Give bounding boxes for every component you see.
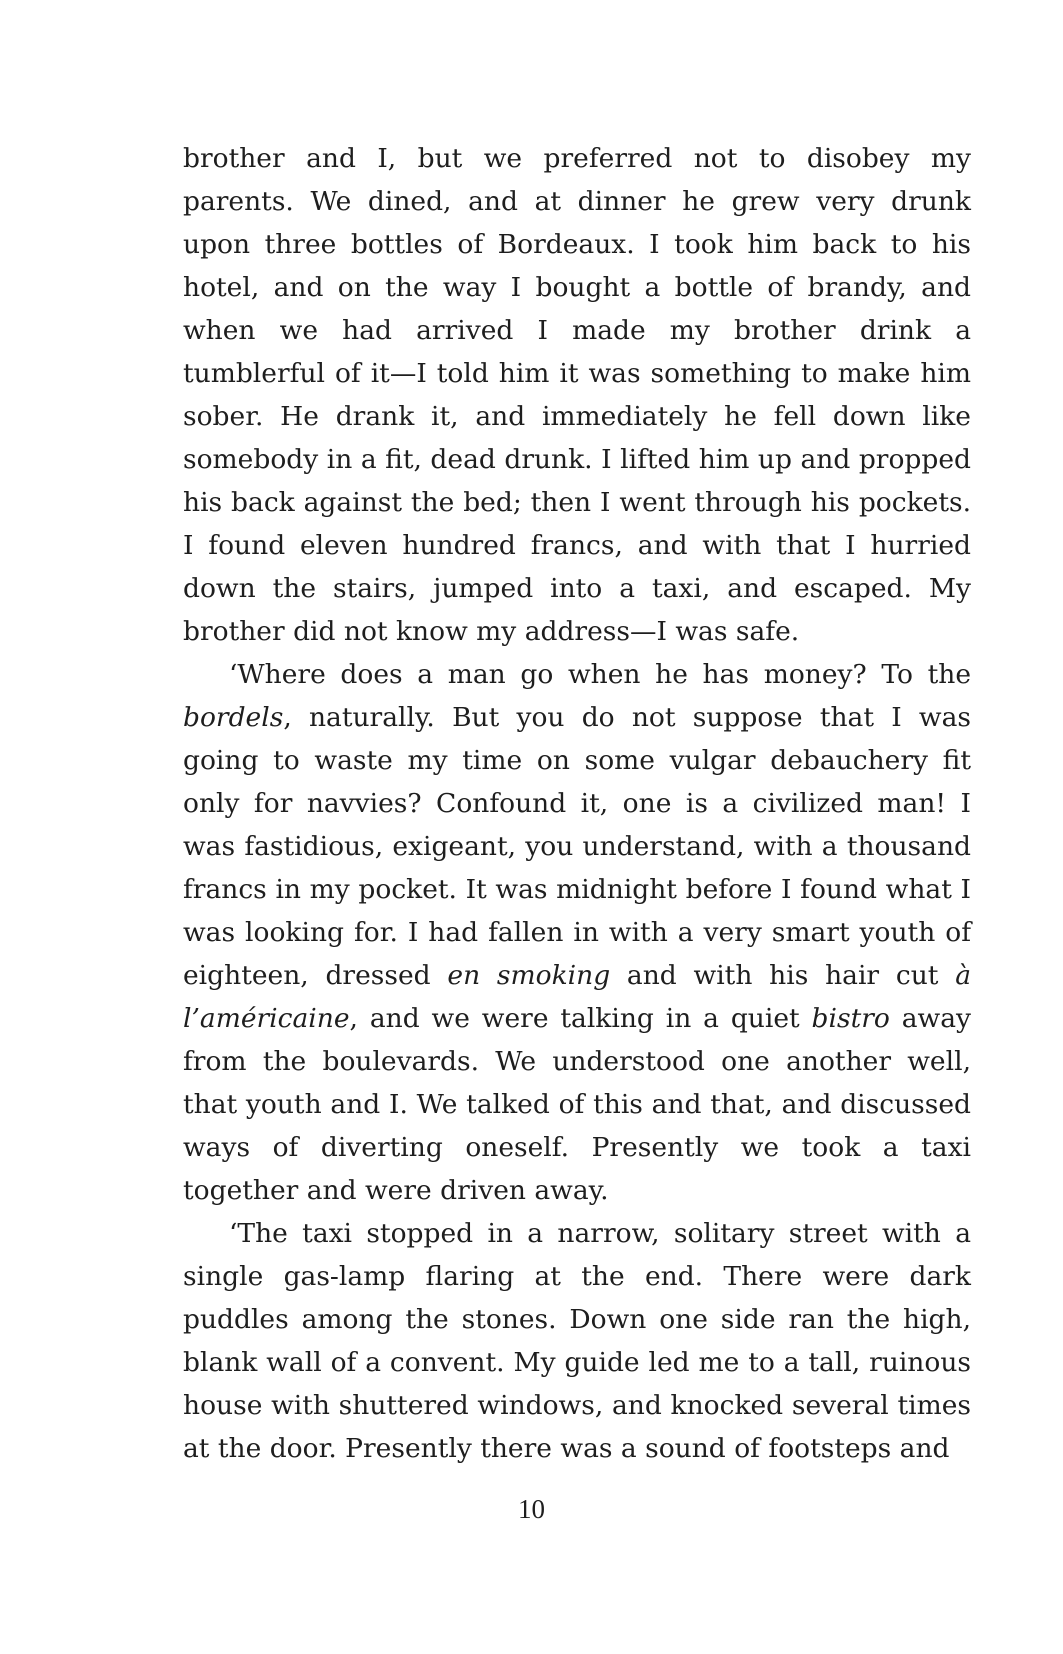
paragraph-1 [183,137,971,653]
italic-phrase: bistro [811,1003,890,1034]
paragraph-2-text: away from the boulevards. We understood one another well, that youth and I. We talked of this and that, and discussed ways of diverting oneself. Presently we took a taxi together and were driven away. [183,1003,971,1206]
paragraph-2-text: ‘Where does a man go when he has money? To the [229,659,971,690]
paragraph-3-text: ‘The taxi stopped in a narrow, solitary street with a single gas-lamp flaring at the end. There were dark puddles among the stones. Down one side ran the high, blank wall of a convent. My guide led me to a tall, ruinous house with shuttered windows, and knocked several times at the door. Presently there was a sound of footsteps and [183,1218,971,1464]
paragraph-2-text: and with his hair cut [610,960,956,991]
italic-phrase: à l’américaine [183,960,971,1034]
body-text [183,137,971,1470]
italic-phrase: en smoking [447,960,611,991]
paragraph-2 [183,653,971,1212]
italic-phrase: bordels [183,702,284,733]
paragraph-2-text: , and we were talking in a quiet [349,1003,812,1034]
paragraph-3 [183,1212,971,1470]
page-number: 10 [518,1494,545,1524]
paragraph-1-text: brother and I, but we preferred not to disobey my parents. We dined, and at dinner he grew very drunk upon three bottles of Bordeaux. I took him back to his hotel, and on the way I bought a bottle of brandy, and when we had arrived I made my brother drink a tumblerful of it—I told him it was something to make him sober. He drank it, and immediately he fell down like somebody in a fit, dead drunk. I lifted him up and propped his back against the bed; then I went through his pockets. I found eleven hundred francs, and with that I hurried down the stairs, jumped into a taxi, and escaped. My brother did not know my address—I was safe. [183,143,971,647]
paragraph-2-text: , naturally. But you do not suppose that I was going to waste my time on some vulgar debauchery fit only for navvies? Confound it, one is a civilized man! I was fastidious, exigeant, you understand, with a thousand francs in my pocket. It was midnight before I found what I was looking for. I had fallen in with a very smart youth of eighteen, dressed [183,702,971,991]
